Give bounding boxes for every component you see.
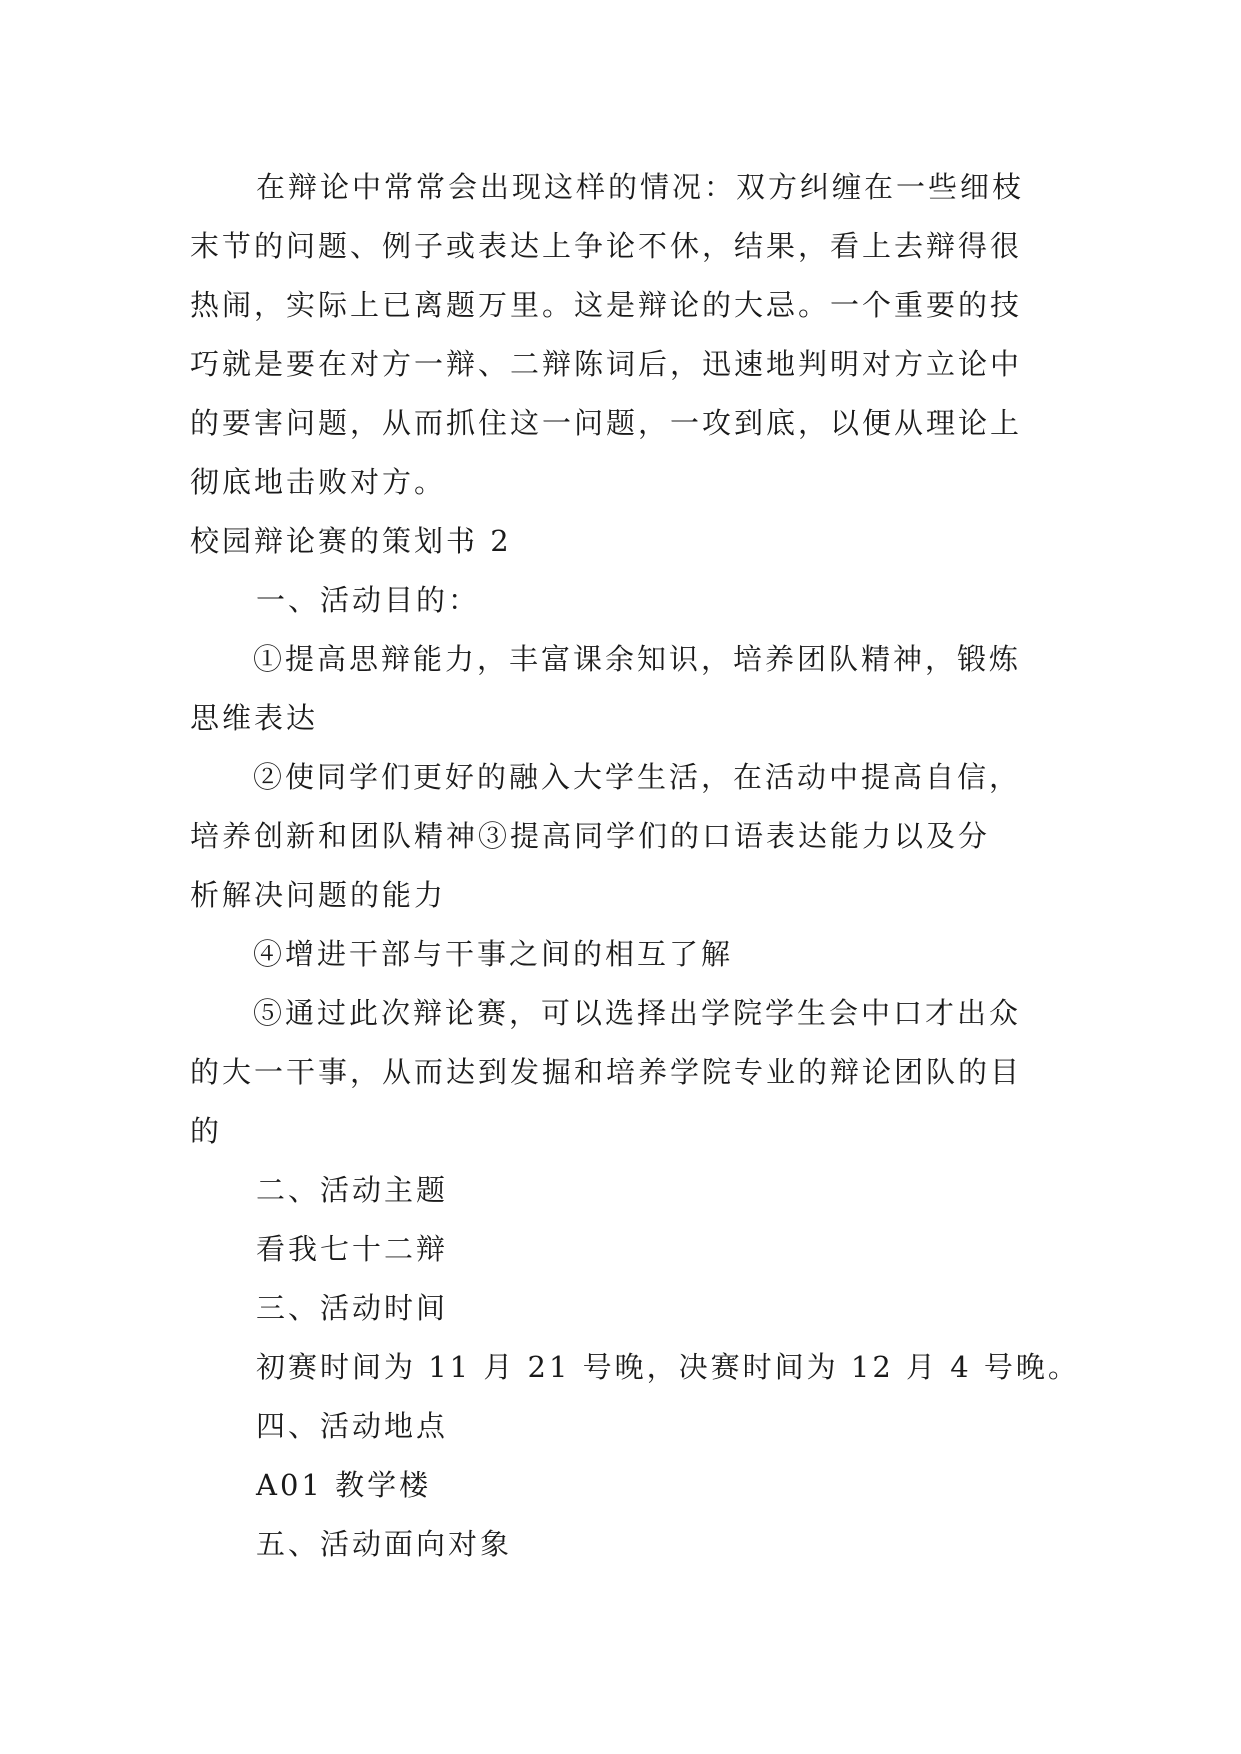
goal-line: ①提高思辩能力，丰富课余知识，培养团队精神，锻炼 [253, 642, 1022, 676]
goal-line: ④增进干部与干事之间的相互了解 [253, 937, 734, 971]
heading-audience: 五、活动面向对象 [256, 1527, 513, 1561]
time-text: 初赛时间为 11 月 21 号晚，决赛时间为 12 月 4 号晚。 [256, 1350, 1080, 1384]
goal-line: ⑤通过此次辩论赛，可以选择出学院学生会中口才出众 [253, 996, 1022, 1030]
place-text: A01 教学楼 [256, 1468, 432, 1502]
paragraph-line: 的要害问题，从而抓住这一问题，一攻到底，以便从理论上 [190, 406, 1023, 440]
paragraph-line: 巧就是要在对方一辩、二辩陈词后，迅速地判明对方立论中 [190, 347, 1023, 381]
heading-place: 四、活动地点 [256, 1409, 449, 1443]
goal-line: 析解决问题的能力 [190, 878, 447, 912]
heading-theme: 二、活动主题 [256, 1173, 449, 1207]
heading-time: 三、活动时间 [256, 1291, 449, 1325]
section-title: 校园辩论赛的策划书 2 [190, 524, 512, 558]
goal-line: ②使同学们更好的融入大学生活，在活动中提高自信， [253, 760, 1022, 794]
paragraph-line: 末节的问题、例子或表达上争论不休，结果，看上去辩得很 [190, 229, 1023, 263]
paragraph-line: 热闹，实际上已离题万里。这是辩论的大忌。一个重要的技 [190, 288, 1023, 322]
goal-line: 思维表达 [190, 701, 319, 735]
heading-goals: 一、活动目的： [256, 583, 481, 617]
paragraph-line: 彻底地击败对方。 [190, 465, 447, 499]
goal-line: 的大一干事，从而达到发掘和培养学院专业的辩论团队的目 [190, 1055, 1023, 1089]
paragraph-line: 在辩论中常常会出现这样的情况：双方纠缠在一些细枝 [256, 170, 1025, 204]
goal-line: 培养创新和团队精神③提高同学们的口语表达能力以及分 [190, 819, 991, 853]
goal-line: 的 [190, 1114, 223, 1148]
theme-text: 看我七十二辩 [256, 1232, 449, 1266]
